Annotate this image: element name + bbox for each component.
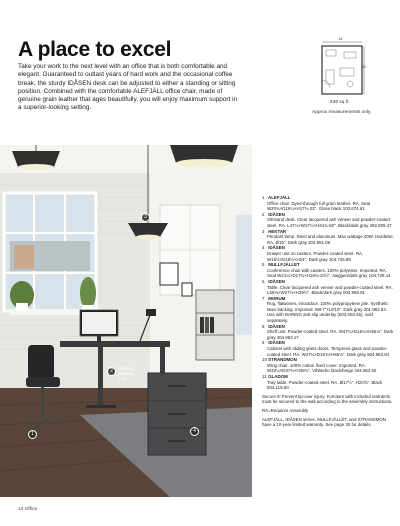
product-number: 10: [262, 357, 267, 363]
product-description: Sit/stand desk. Clear lacquered ash veneer and powder-coated steel. RA. L47¼×W27½×H24¾-50". Black/dark gray 492.809.47: [267, 217, 392, 228]
product-name: MULLFJÄLLET: [267, 262, 300, 268]
product-description: Conference chair with casters. 100% polyester. Imported. RA. Seat W21¼×D17¾×H18¾-23½". Naggen/dark gray 104.729.14: [267, 267, 391, 279]
product-name: MORUM: [267, 295, 286, 301]
product-description: Office chair. Dyed-through full grain leather. RA. Seat W20¾×D16¼×H17¾-22". Glose black 103.674.61: [267, 200, 371, 212]
product-description: Table. Clear lacquered ash veneer and powder-coated steel. RA. L55⅛×W27½×H29½". Black/dark gray 003.958.91: [267, 284, 393, 296]
product-item: [262, 212, 394, 229]
floor-plan-depth: 11': [362, 64, 367, 69]
product-item: [262, 340, 394, 357]
product-name: HEKTAR: [267, 228, 287, 234]
measurement-note: Approx measurements only.: [312, 110, 372, 115]
product-name: IDÅSEN: [267, 340, 285, 346]
floor-plan: [316, 36, 368, 98]
product-item: [262, 262, 394, 279]
product-number: 7: [262, 295, 265, 301]
page-title: A place to excel: [18, 38, 172, 61]
product-description: Wing chair. 100% cotton fixed cover. Imported. RA. W32¼×D37¾×H39¾". Vibberbo black/beige 404.563.50: [267, 362, 377, 374]
product-item: [262, 324, 394, 341]
product-item: [262, 296, 394, 324]
product-number: 3: [262, 228, 265, 234]
photo-marker: 1: [28, 430, 37, 439]
product-item: [262, 374, 394, 391]
product-name: STRANDMON: [267, 357, 297, 363]
floor-plan-width: 14': [338, 36, 344, 41]
product-name: IDÅSEN: [267, 211, 285, 217]
photo-marker: 2: [107, 367, 116, 376]
product-name: GLADOM: [267, 374, 288, 379]
product-item: [262, 279, 394, 296]
product-note: Secure it! Prevent tip-over injury. Furniture with included restraints must be secured to the wall according to the assembly instructions.: [262, 393, 393, 405]
product-number: 5: [262, 262, 265, 268]
product-description: Cabinet with sliding glass doors. Tempered glass and powder-coated steel. RA. W47¼×D15¾×H55⅛". Dark gray 904.963.84: [267, 346, 390, 357]
product-name: IDÅSEN: [267, 323, 285, 329]
product-description: Rug, flatwoven, in/outdoor. 100% polypropylene pile. Synthetic latex backing. Imported. W6'7"×L9'10". Dark gray 201.982.93. Use with BARING anti-slip underlay (603.003.45), sold separately.: [267, 301, 389, 324]
product-item: [262, 229, 394, 246]
product-note: RA=Requires Assembly: [262, 407, 309, 413]
page-footer: 14 Office: [18, 507, 38, 512]
desk-callout: IDÅSEN sit/stand desk: [118, 366, 133, 381]
product-name: ALEFJÄLL: [267, 195, 291, 200]
intro-paragraph: Take your work to the next level with an office that is both comfortable and elegant. Guaranteed to outlast years of hard work and the occasional coffee break, the sturdy IDÅSEN desk can be adjusted to either a standing or sitting position. Combined with the comfortable ALEFJÄLL office chair, made of genuine grain leather that ages beautifully, you will enjoy maximum support in a superior-looking setting.: [18, 63, 238, 112]
product-list: [262, 195, 394, 428]
floor-plan-drawing: [316, 40, 368, 98]
product-description: Tray table. Powder-coated steel. RA. Ø17½", H20⅝". Black 504.119.50: [267, 379, 383, 391]
product-description: Pendant lamp. Steel and aluminum. Max wattage 40W. Hardwire. RA. Ø15". Dark gray 202.961.09: [267, 234, 394, 245]
photo-marker: 4: [190, 427, 199, 436]
product-number: 6: [262, 278, 265, 284]
office-scene: [0, 145, 252, 497]
product-number: 9: [262, 340, 265, 346]
product-note: ALEFJÄLL, IDÅSEN series, MULLFJÄLLET, and STRANDMON have a 10-year limited warranty. See page 35 for details.: [262, 416, 386, 428]
product-number: 4: [262, 245, 265, 251]
photo-marker: 3: [141, 213, 150, 222]
product-number: 2: [262, 211, 265, 217]
product-item: [262, 357, 394, 374]
product-item: [262, 195, 394, 212]
product-number: 1: [262, 195, 265, 200]
product-name: IDÅSEN: [267, 245, 285, 251]
product-item: [262, 245, 394, 262]
office-photo: [0, 145, 252, 497]
product-name: IDÅSEN: [267, 278, 285, 284]
product-description: Shelf unit. Powder-coated steel. RA. W47¼×D15¾×H55⅛". Dark gray 404.963.17: [267, 329, 394, 340]
product-description: Drawer unit on casters. Powder-coated steel. RA. W16½×D18½×H24". Dark gray 104.725.89: [267, 250, 364, 262]
product-number: 8: [262, 323, 265, 329]
product-number: 11: [262, 374, 267, 379]
floor-plan-area: 538 sq ft.: [330, 100, 350, 105]
